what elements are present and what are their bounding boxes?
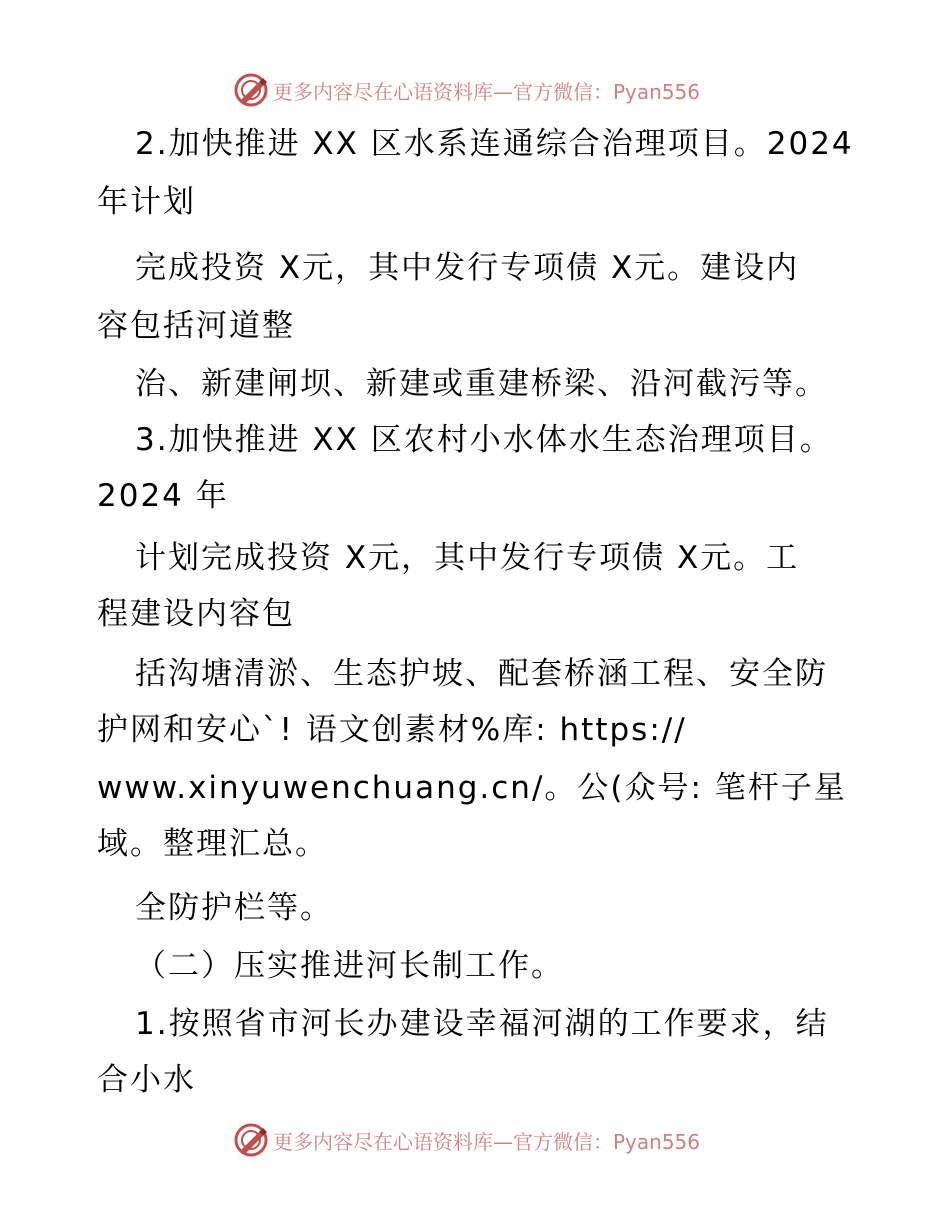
body-line: 域。整理汇总。	[97, 826, 328, 862]
body-line: 括沟塘清淤、生态护坡、配套桥涵工程、安全防	[135, 656, 828, 692]
body-line: 完成投资 X元，其中发行专项债 X元。建设内	[135, 250, 800, 286]
body-line: 1.按照省市河长办建设幸福河湖的工作要求，结	[135, 1006, 829, 1042]
body-line: 全防护栏等。	[135, 890, 333, 926]
body-line: 计划完成投资 X元，其中发行专项债 X元。工	[135, 540, 800, 576]
body-line: 年计划	[97, 184, 196, 220]
pen-logo-icon	[233, 1122, 269, 1158]
body-line: 2024 年	[97, 478, 229, 514]
body-line: 3.加快推进 XX 区农村小水体水生态治理项目。	[135, 422, 833, 458]
footer-banner	[0, 1120, 950, 1160]
pen-logo-icon	[233, 72, 269, 108]
header-banner-text: 更多内容尽在心语资料库—官方微信：Pyan556	[273, 79, 701, 104]
body-line: www.xinyuwenchuang.cn/。公(众号: 笔杆子星	[97, 770, 847, 806]
footer-banner-text: 更多内容尽在心语资料库—官方微信：Pyan556	[273, 1129, 701, 1154]
body-line: （二）压实推进河长制工作。	[135, 948, 564, 984]
body-line: 护网和安心`! 语文创素材%库: https://	[97, 712, 687, 748]
body-line: 程建设内容包	[97, 596, 295, 632]
document-body	[0, 118, 950, 1108]
body-line: 2.加快推进 XX 区水系连通综合治理项目。2024	[135, 126, 854, 162]
header-banner-inner	[233, 70, 700, 110]
footer-banner-inner	[233, 1120, 700, 1160]
body-line: 容包括河道整	[97, 308, 295, 344]
body-line: 治、新建闸坝、新建或重建桥梁、沿河截污等。	[135, 366, 828, 402]
body-line: 合小水	[97, 1062, 196, 1098]
header-banner	[0, 70, 950, 110]
